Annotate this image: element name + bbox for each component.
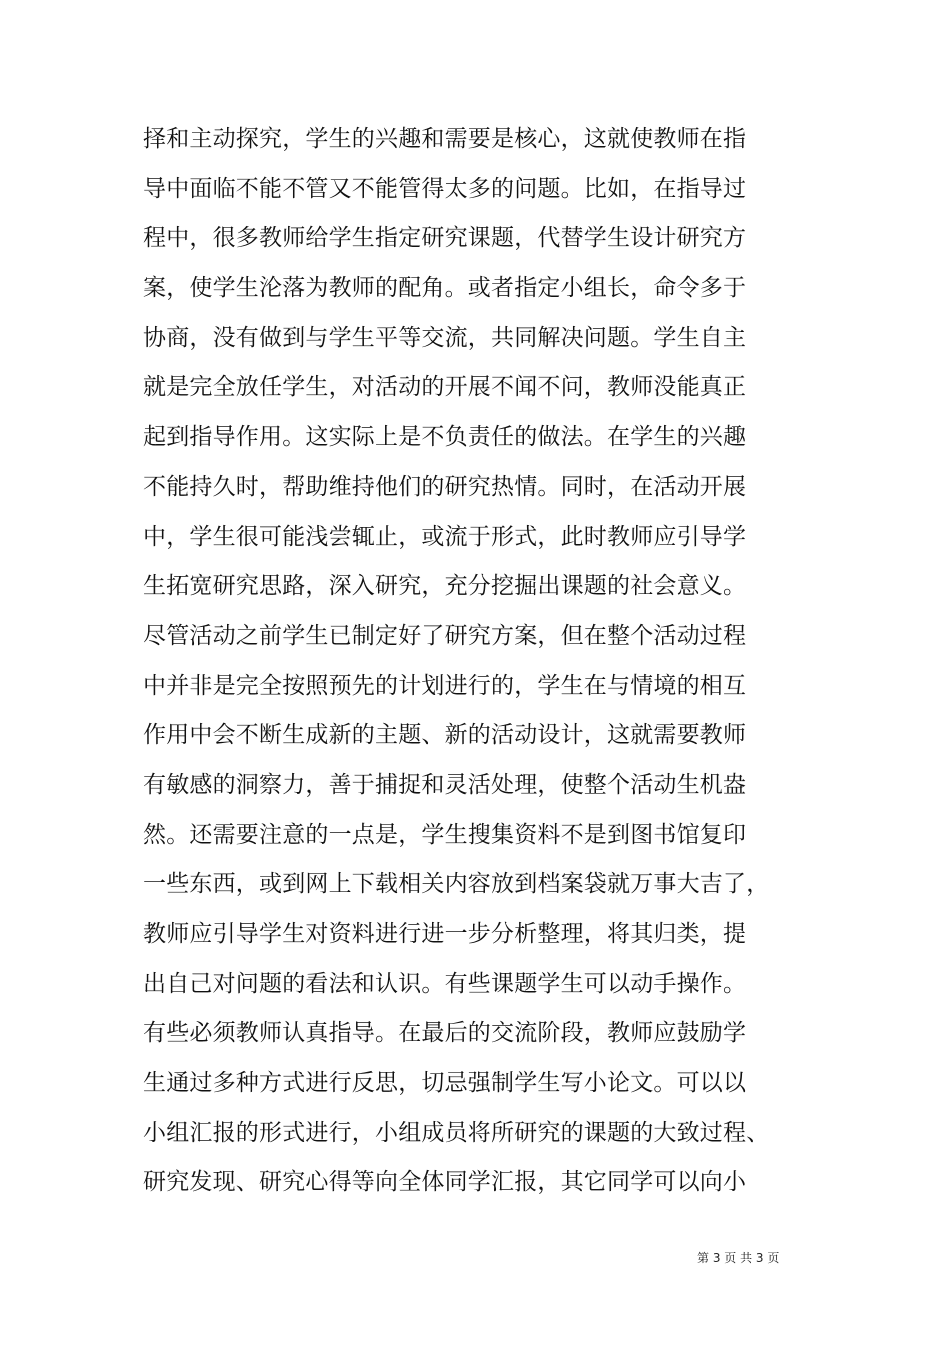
text-line: 不能持久时，帮助维持他们的研究热情。同时，在活动开展 [143,473,747,500]
text-line: 然。还需要注意的一点是，学生搜集资料不是到图书馆复印 [143,821,747,848]
body-text [143,117,770,1210]
text-line: 研究发现、研究心得等向全体同学汇报，其它同学可以向小 [143,1169,747,1196]
text-line: 有些必须教师认真指导。在最后的交流阶段，教师应鼓励学 [143,1020,747,1047]
text-line: 生通过多种方式进行反思，切忌强制学生写小论文。可以以 [143,1070,747,1097]
text-line: 起到指导作用。这实际上是不负责任的做法。在学生的兴趣 [143,424,747,451]
text-line: 生拓宽研究思路，深入研究，充分挖掘出课题的社会意义。 [143,573,747,600]
text-line: 中，学生很可能浅尝辄止，或流于形式，此时教师应引导学 [143,523,747,550]
text-line: 一些东西，或到网上下载相关内容放到档案袋就万事大吉了， [143,871,770,898]
text-line: 小组汇报的形式进行，小组成员将所研究的课题的大致过程、 [143,1119,770,1146]
text-line: 择和主动探究，学生的兴趣和需要是核心，这就使教师在指 [143,126,747,152]
text-line: 中并非是完全按照预先的计划进行的，学生在与情境的相互 [143,672,747,699]
text-line: 案，使学生沦落为教师的配角。或者指定小组长，命令多于 [143,275,747,302]
page-number-footer: 第 3 页 共 3 页 [697,1251,780,1265]
text-line: 尽管活动之前学生已制定好了研究方案，但在整个活动过程 [143,622,747,649]
text-line: 有敏感的洞察力，善于捕捉和灵活处理，使整个活动生机盎 [143,771,747,798]
text-line: 教师应引导学生对资料进行进一步分析整理，将其归类，提 [143,921,747,947]
text-line: 协商，没有做到与学生平等交流，共同解决问题。学生自主 [143,324,747,351]
text-line: 就是完全放任学生，对活动的开展不闻不问，教师没能真正 [143,374,747,401]
text-line: 出自己对问题的看法和认识。有些课题学生可以动手操作。 [143,970,747,997]
text-line: 作用中会不断生成新的主题、新的活动设计，这就需要教师 [143,722,747,749]
text-line: 导中面临不能不管又不能管得太多的问题。比如，在指导过 [143,175,747,202]
text-line: 程中，很多教师给学生指定研究课题，代替学生设计研究方 [143,225,747,252]
